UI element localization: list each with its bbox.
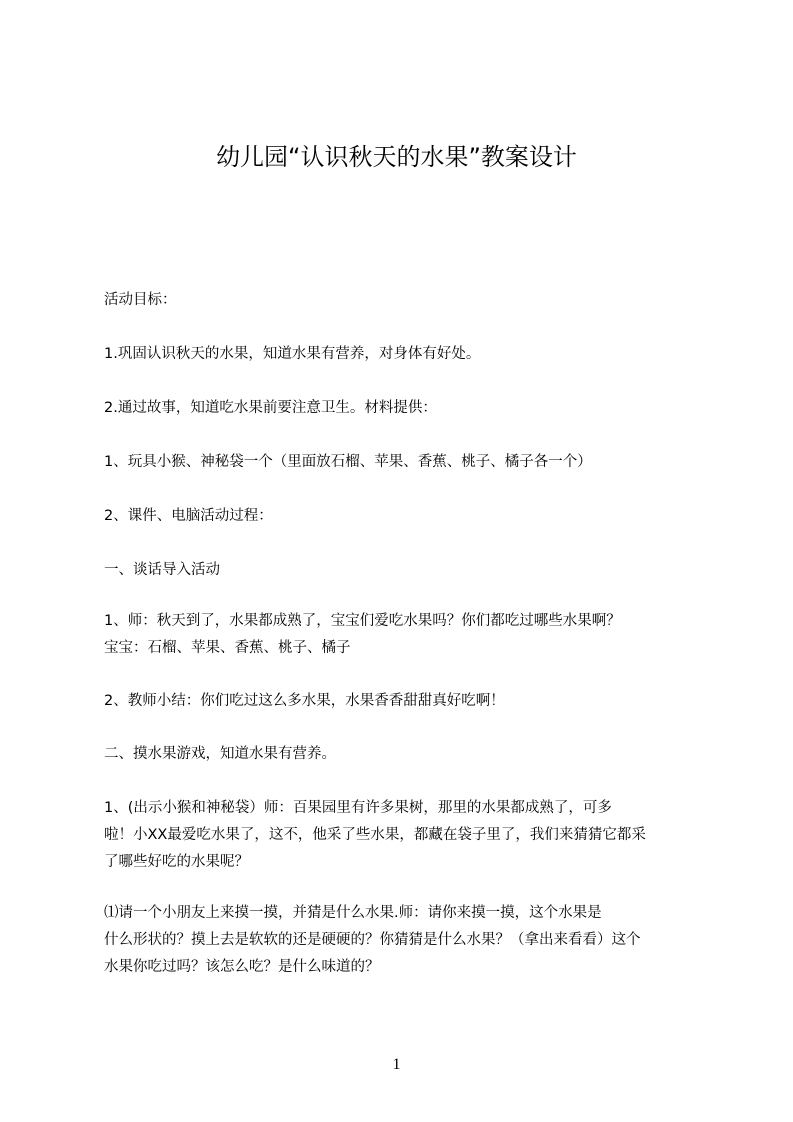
paragraph-teacher-summary: [104, 688, 704, 715]
paragraph-materials-2: [104, 503, 704, 530]
paragraph-line: 1、(出示小猴和神秘袋）师：百果园里有许多果树，那里的水果都成熟了，可多: [104, 800, 612, 816]
paragraph-line: 了哪些好吃的水果呢？: [104, 854, 249, 870]
paragraph-line: 一、谈话导入活动: [104, 562, 220, 578]
paragraph-line: 2.通过故事，知道吃水果前要注意卫生。材料提供：: [104, 400, 437, 416]
paragraph-line: 1、师：秋天到了，水果都成熟了，宝宝们爱吃水果吗？你们都吃过哪些水果啊？: [104, 613, 621, 629]
paragraph-line: 2、课件、电脑活动过程：: [104, 508, 273, 524]
paragraph-mystery-bag: [104, 795, 704, 876]
document-title: 幼儿园“认识秋天的水果”教案设计: [216, 143, 577, 171]
paragraph-line: 二、摸水果游戏，知道水果有营养。: [104, 746, 336, 762]
paragraph-line: 水果你吃过吗？该怎么吃？是什么味道的？: [104, 959, 380, 975]
paragraph-line: 什么形状的？摸上去是软软的还是硬硬的？你猜猜是什么水果？（拿出来看看）这个: [104, 932, 641, 948]
paragraph-activity-goals: [104, 287, 704, 314]
paragraph-line: 2、教师小结：你们吃过这么多水果，水果香香甜甜真好吃啊！: [104, 693, 505, 709]
paragraph-line: 活动目标：: [104, 292, 177, 308]
paragraph-line: 1、玩具小猴、神秘袋一个（里面放石榴、苹果、香蕉、桃子、橘子各一个）: [104, 454, 592, 470]
paragraph-touch-fruit: [104, 900, 704, 981]
paragraph-line: 啦！小XX最爱吃水果了，这不，他采了些水果，都藏在袋子里了，我们来猜猜它都采: [104, 827, 646, 843]
paragraph-line: ⑴请一个小朋友上来摸一摸，并猜是什么水果.师：请你来摸一摸，这个水果是: [104, 905, 602, 921]
paragraph-goal-2: [104, 395, 704, 422]
paragraph-teacher-talk: [104, 608, 704, 662]
paragraph-line: 1.巩固认识秋天的水果，知道水果有营养，对身体有好处。: [104, 346, 481, 362]
paragraph-goal-1: [104, 341, 704, 368]
section-heading-2: [104, 741, 704, 768]
section-heading-1: [104, 557, 704, 584]
paragraph-line: 宝宝：石榴、苹果、香蕉、桃子、橘子: [104, 640, 351, 656]
page-number: 1: [392, 1056, 401, 1073]
paragraph-materials-1: [104, 449, 704, 476]
